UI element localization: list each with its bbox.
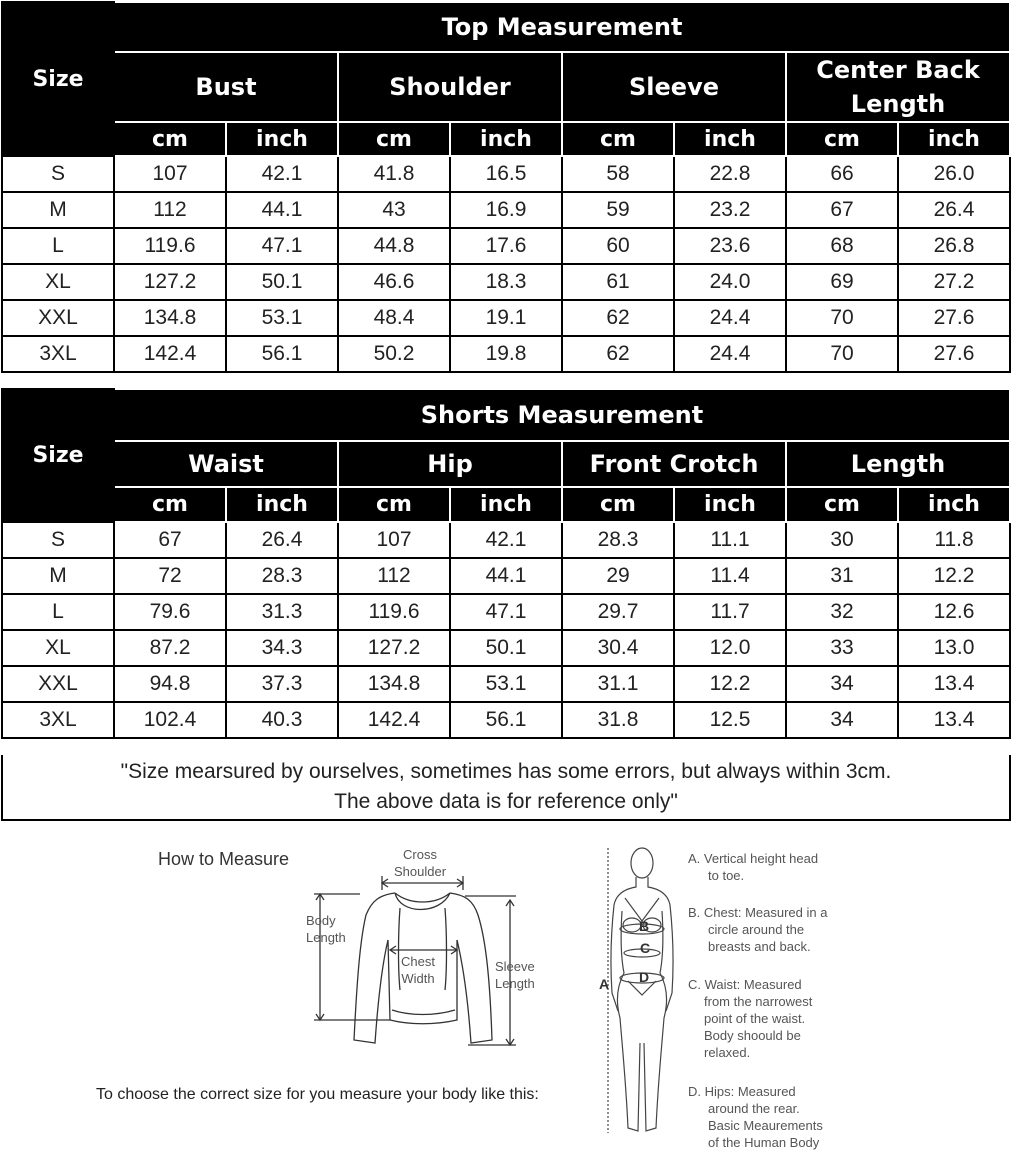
unit-header: inch xyxy=(450,487,562,522)
value-cell: 50.2 xyxy=(338,336,450,372)
label-line: Shoulder xyxy=(394,864,447,879)
value-cell: 48.4 xyxy=(338,300,450,336)
value-cell: 70 xyxy=(786,336,898,372)
note-line: of the Human Body xyxy=(708,1135,820,1150)
value-cell: 27.6 xyxy=(898,336,1010,372)
table-row xyxy=(2,702,1010,738)
value-cell: 53.1 xyxy=(226,300,338,336)
group-header-bust: Bust xyxy=(114,52,338,122)
size-cell: S xyxy=(2,522,114,558)
value-cell: 31 xyxy=(786,558,898,594)
table-row xyxy=(2,336,1010,372)
note-d xyxy=(688,1083,823,1151)
value-cell: 42.1 xyxy=(226,156,338,192)
unit-header: inch xyxy=(674,122,786,156)
note-line: from the narrowest xyxy=(704,994,813,1009)
value-cell: 87.2 xyxy=(114,630,226,666)
table-row xyxy=(2,156,1010,192)
table-row xyxy=(2,558,1010,594)
value-cell: 34 xyxy=(786,666,898,702)
value-cell: 50.1 xyxy=(450,630,562,666)
note-line: to toe. xyxy=(708,868,745,883)
value-cell: 50.1 xyxy=(226,264,338,300)
value-cell: 16.9 xyxy=(450,192,562,228)
note-line: B. Chest: Measured in a xyxy=(688,905,828,920)
unit-header: cm xyxy=(562,487,674,522)
note-c xyxy=(688,976,812,1061)
value-cell: 34.3 xyxy=(226,630,338,666)
value-cell: 31.8 xyxy=(562,702,674,738)
value-cell: 62 xyxy=(562,336,674,372)
value-cell: 24.4 xyxy=(674,300,786,336)
unit-header: inch xyxy=(898,122,1010,156)
value-cell: 30 xyxy=(786,522,898,558)
value-cell: 62 xyxy=(562,300,674,336)
label-line: Sleeve xyxy=(495,959,535,974)
body-length-label xyxy=(306,912,346,946)
value-cell: 43 xyxy=(338,192,450,228)
value-cell: 17.6 xyxy=(450,228,562,264)
disclaimer-line: "Size mearsured by ourselves, sometimes has some errors, but always within 3cm. xyxy=(120,760,892,783)
size-cell: 3XL xyxy=(2,702,114,738)
table-row xyxy=(2,192,1010,228)
value-cell: 53.1 xyxy=(450,666,562,702)
value-cell: 107 xyxy=(114,156,226,192)
value-cell: 134.8 xyxy=(114,300,226,336)
unit-header: cm xyxy=(114,122,226,156)
table-row xyxy=(2,594,1010,630)
value-cell: 47.1 xyxy=(450,594,562,630)
value-cell: 26.4 xyxy=(226,522,338,558)
value-cell: 59 xyxy=(562,192,674,228)
value-cell: 11.4 xyxy=(674,558,786,594)
value-cell: 27.6 xyxy=(898,300,1010,336)
size-cell: XXL xyxy=(2,300,114,336)
value-cell: 31.1 xyxy=(562,666,674,702)
unit-header: inch xyxy=(674,487,786,522)
value-cell: 102.4 xyxy=(114,702,226,738)
value-cell: 33 xyxy=(786,630,898,666)
value-cell: 12.6 xyxy=(898,594,1010,630)
value-cell: 19.8 xyxy=(450,336,562,372)
unit-header: inch xyxy=(226,487,338,522)
table-row xyxy=(2,666,1010,702)
sleeve-length-label xyxy=(495,958,535,992)
table-row xyxy=(2,522,1010,558)
table-title: Top Measurement xyxy=(114,2,1010,52)
value-cell: 37.3 xyxy=(226,666,338,702)
unit-header: cm xyxy=(786,122,898,156)
note-line: circle around the xyxy=(708,922,805,937)
value-cell: 24.0 xyxy=(674,264,786,300)
value-cell: 44.1 xyxy=(450,558,562,594)
value-cell: 29 xyxy=(562,558,674,594)
value-cell: 28.3 xyxy=(226,558,338,594)
size-cell: S xyxy=(2,156,114,192)
unit-header: inch xyxy=(898,487,1010,522)
value-cell: 66 xyxy=(786,156,898,192)
value-cell: 22.8 xyxy=(674,156,786,192)
top-measurement-table xyxy=(1,1,1011,373)
note-line: relaxed. xyxy=(704,1045,751,1060)
value-cell: 42.1 xyxy=(450,522,562,558)
value-cell: 12.5 xyxy=(674,702,786,738)
table-row xyxy=(2,630,1010,666)
unit-header: cm xyxy=(562,122,674,156)
value-cell: 67 xyxy=(786,192,898,228)
body-figure-illustration xyxy=(598,843,678,1143)
value-cell: 13.0 xyxy=(898,630,1010,666)
value-cell: 31.3 xyxy=(226,594,338,630)
value-cell: 11.1 xyxy=(674,522,786,558)
value-cell: 94.8 xyxy=(114,666,226,702)
value-cell: 23.2 xyxy=(674,192,786,228)
value-cell: 11.8 xyxy=(898,522,1010,558)
table-row xyxy=(2,228,1010,264)
value-cell: 67 xyxy=(114,522,226,558)
value-cell: 56.1 xyxy=(226,336,338,372)
marker-d: D xyxy=(639,969,650,985)
shorts-measurement-table xyxy=(1,388,1011,739)
label-line: Chest xyxy=(401,954,435,969)
value-cell: 134.8 xyxy=(338,666,450,702)
group-header-shoulder: Shoulder xyxy=(338,52,562,122)
size-cell: M xyxy=(2,192,114,228)
value-cell: 12.2 xyxy=(674,666,786,702)
value-cell: 46.6 xyxy=(338,264,450,300)
group-header-hip: Hip xyxy=(338,441,562,487)
value-cell: 30.4 xyxy=(562,630,674,666)
chest-width-label xyxy=(401,953,435,987)
unit-header: inch xyxy=(450,122,562,156)
value-cell: 13.4 xyxy=(898,666,1010,702)
unit-header: cm xyxy=(338,487,450,522)
value-cell: 72 xyxy=(114,558,226,594)
value-cell: 79.6 xyxy=(114,594,226,630)
group-header-front-crotch: Front Crotch xyxy=(562,441,786,487)
label-line: Length xyxy=(306,930,346,945)
value-cell: 142.4 xyxy=(338,702,450,738)
value-cell: 26.0 xyxy=(898,156,1010,192)
label-line: Body xyxy=(306,913,336,928)
marker-a: A xyxy=(599,976,610,992)
value-cell: 26.8 xyxy=(898,228,1010,264)
size-cell: 3XL xyxy=(2,336,114,372)
value-cell: 112 xyxy=(338,558,450,594)
label-line: Cross xyxy=(403,847,437,862)
value-cell: 34 xyxy=(786,702,898,738)
note-line: Body shoould be xyxy=(704,1028,801,1043)
value-cell: 44.8 xyxy=(338,228,450,264)
value-cell: 119.6 xyxy=(114,228,226,264)
value-cell: 119.6 xyxy=(338,594,450,630)
choose-size-instruction: To choose the correct size for you measure your body like this: xyxy=(96,1086,539,1103)
value-cell: 68 xyxy=(786,228,898,264)
value-cell: 19.1 xyxy=(450,300,562,336)
note-line: Basic Meaurements xyxy=(708,1118,823,1133)
disclaimer-line: The above data is for reference only" xyxy=(334,790,678,813)
unit-header: inch xyxy=(226,122,338,156)
size-cell: XXL xyxy=(2,666,114,702)
value-cell: 70 xyxy=(786,300,898,336)
label-line: Length xyxy=(495,976,535,991)
value-cell: 56.1 xyxy=(450,702,562,738)
value-cell: 12.0 xyxy=(674,630,786,666)
unit-header: cm xyxy=(786,487,898,522)
cross-shoulder-label xyxy=(394,846,446,880)
marker-c: C xyxy=(640,940,651,956)
value-cell: 127.2 xyxy=(338,630,450,666)
value-cell: 142.4 xyxy=(114,336,226,372)
value-cell: 29.7 xyxy=(562,594,674,630)
note-line: breasts and back. xyxy=(708,939,811,954)
value-cell: 41.8 xyxy=(338,156,450,192)
note-line: D. Hips: Measured xyxy=(688,1084,796,1099)
table-row xyxy=(2,300,1010,336)
size-cell: M xyxy=(2,558,114,594)
value-cell: 16.5 xyxy=(450,156,562,192)
group-header-sleeve: Sleeve xyxy=(562,52,786,122)
group-header-length: Length xyxy=(786,441,1010,487)
label-line: Width xyxy=(401,971,435,986)
value-cell: 44.1 xyxy=(226,192,338,228)
size-cell: XL xyxy=(2,630,114,666)
marker-b: B xyxy=(639,918,650,934)
value-cell: 47.1 xyxy=(226,228,338,264)
measurement-disclaimer xyxy=(1,755,1011,821)
size-cell: L xyxy=(2,228,114,264)
value-cell: 23.6 xyxy=(674,228,786,264)
value-cell: 26.4 xyxy=(898,192,1010,228)
note-line: A. Vertical height head xyxy=(688,851,819,866)
size-cell: XL xyxy=(2,264,114,300)
how-to-measure-heading: How to Measure xyxy=(158,849,290,869)
size-header: Size xyxy=(2,389,114,522)
size-cell: L xyxy=(2,594,114,630)
value-cell: 28.3 xyxy=(562,522,674,558)
value-cell: 24.4 xyxy=(674,336,786,372)
value-cell: 107 xyxy=(338,522,450,558)
value-cell: 12.2 xyxy=(898,558,1010,594)
size-header: Size xyxy=(2,2,114,156)
value-cell: 60 xyxy=(562,228,674,264)
value-cell: 61 xyxy=(562,264,674,300)
note-line: C. Waist: Measured xyxy=(688,977,802,992)
value-cell: 112 xyxy=(114,192,226,228)
value-cell: 27.2 xyxy=(898,264,1010,300)
value-cell: 127.2 xyxy=(114,264,226,300)
table-title: Shorts Measurement xyxy=(114,389,1010,441)
unit-header: cm xyxy=(114,487,226,522)
table-row xyxy=(2,264,1010,300)
value-cell: 69 xyxy=(786,264,898,300)
value-cell: 11.7 xyxy=(674,594,786,630)
note-line: point of the waist. xyxy=(704,1011,806,1026)
group-header-waist: Waist xyxy=(114,441,338,487)
value-cell: 58 xyxy=(562,156,674,192)
value-cell: 13.4 xyxy=(898,702,1010,738)
note-a xyxy=(688,850,818,884)
note-line: around the rear. xyxy=(708,1101,800,1116)
value-cell: 32 xyxy=(786,594,898,630)
note-b xyxy=(688,904,827,955)
group-header-center-back-length: Center Back Length xyxy=(786,52,1010,122)
unit-header: cm xyxy=(338,122,450,156)
value-cell: 18.3 xyxy=(450,264,562,300)
value-cell: 40.3 xyxy=(226,702,338,738)
